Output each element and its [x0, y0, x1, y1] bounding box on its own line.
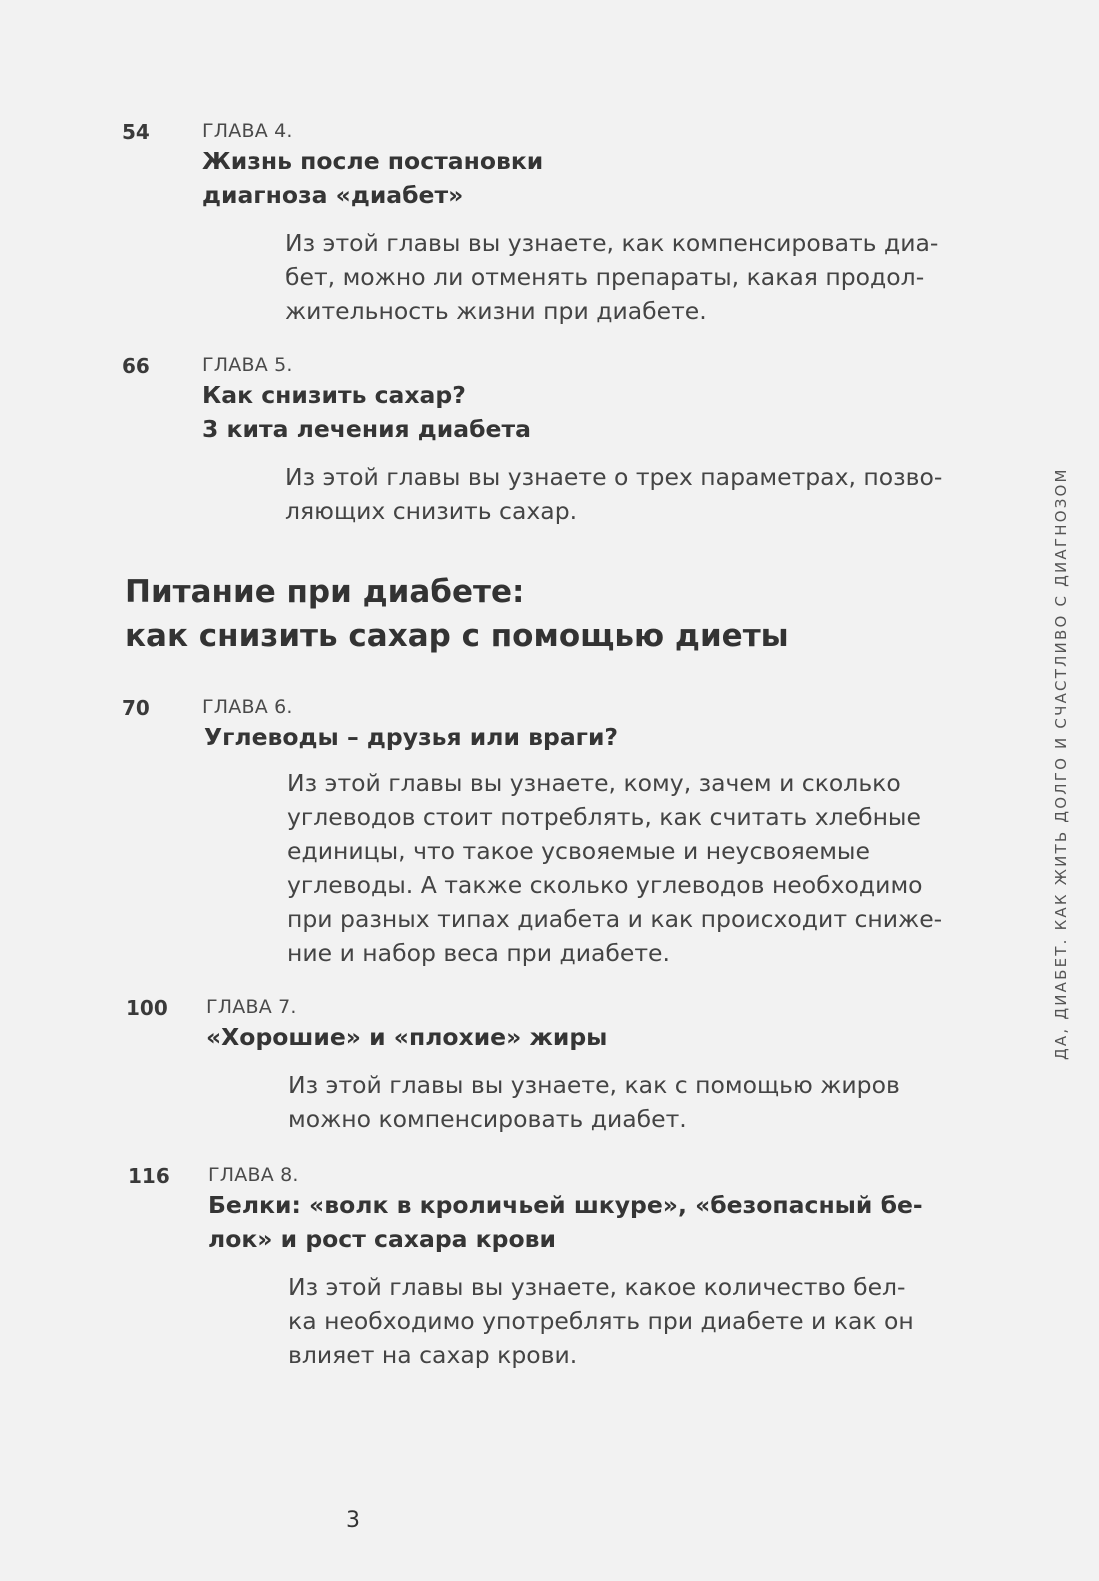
- toc-chapter-title: Как снизить сахар? 3 кита лечения диабета: [202, 381, 531, 443]
- toc-chapter-title: Жизнь после постановки диагноза «диабет»: [202, 147, 544, 209]
- toc-page-number: 100: [126, 996, 168, 1020]
- toc-chapter-label: ГЛАВА 4.: [202, 120, 293, 142]
- toc-page-number: 70: [122, 696, 150, 720]
- toc-chapter-title: Белки: «волк в кроличьей шкуре», «безопасный бе- лок» и рост сахара крови: [208, 1191, 923, 1253]
- section-heading: Питание при диабете: как снизить сахар с помощью диеты: [125, 574, 789, 654]
- toc-page-number: 66: [122, 354, 150, 378]
- toc-chapter-label: ГЛАВА 8.: [208, 1164, 299, 1186]
- toc-chapter-label: ГЛАВА 6.: [202, 696, 293, 718]
- toc-chapter-description: Из этой главы вы узнаете, как компенсировать диа- бет, можно ли отменять препараты, какая продол- жительность жизни при диабете.: [285, 229, 939, 325]
- toc-page-number: 116: [128, 1164, 170, 1188]
- toc-chapter-description: Из этой главы вы узнаете о трех параметрах, позво- ляющих снизить сахар.: [285, 463, 943, 525]
- toc-chapter-label: ГЛАВА 7.: [206, 996, 297, 1018]
- toc-chapter-description: Из этой главы вы узнаете, какое количество бел- ка необходимо употреблять при диабете и как он влияет на сахар крови.: [288, 1273, 914, 1369]
- folio-page-number: 3: [346, 1508, 360, 1533]
- toc-chapter-title: «Хорошие» и «плохие» жиры: [206, 1023, 608, 1051]
- toc-chapter-label: ГЛАВА 5.: [202, 354, 293, 376]
- toc-page-number: 54: [122, 120, 150, 144]
- toc-chapter-description: Из этой главы вы узнаете, как с помощью жиров можно компенсировать диабет.: [288, 1071, 900, 1133]
- running-head: ДА, ДИАБЕТ. КАК ЖИТЬ ДОЛГО И СЧАСТЛИВО С ДИАГНОЗОМ: [1052, 467, 1070, 1060]
- toc-chapter-title: Углеводы – друзья или враги?: [204, 723, 619, 751]
- toc-chapter-description: Из этой главы вы узнаете, кому, зачем и сколько углеводов стоит потреблять, как считать хлебные единицы, что такое усвояемые и неусвояемые углеводы. А также сколько углеводов необходимо при разных типах диабета и как происходит сниже- ние и набор веса при диабете.: [287, 769, 943, 967]
